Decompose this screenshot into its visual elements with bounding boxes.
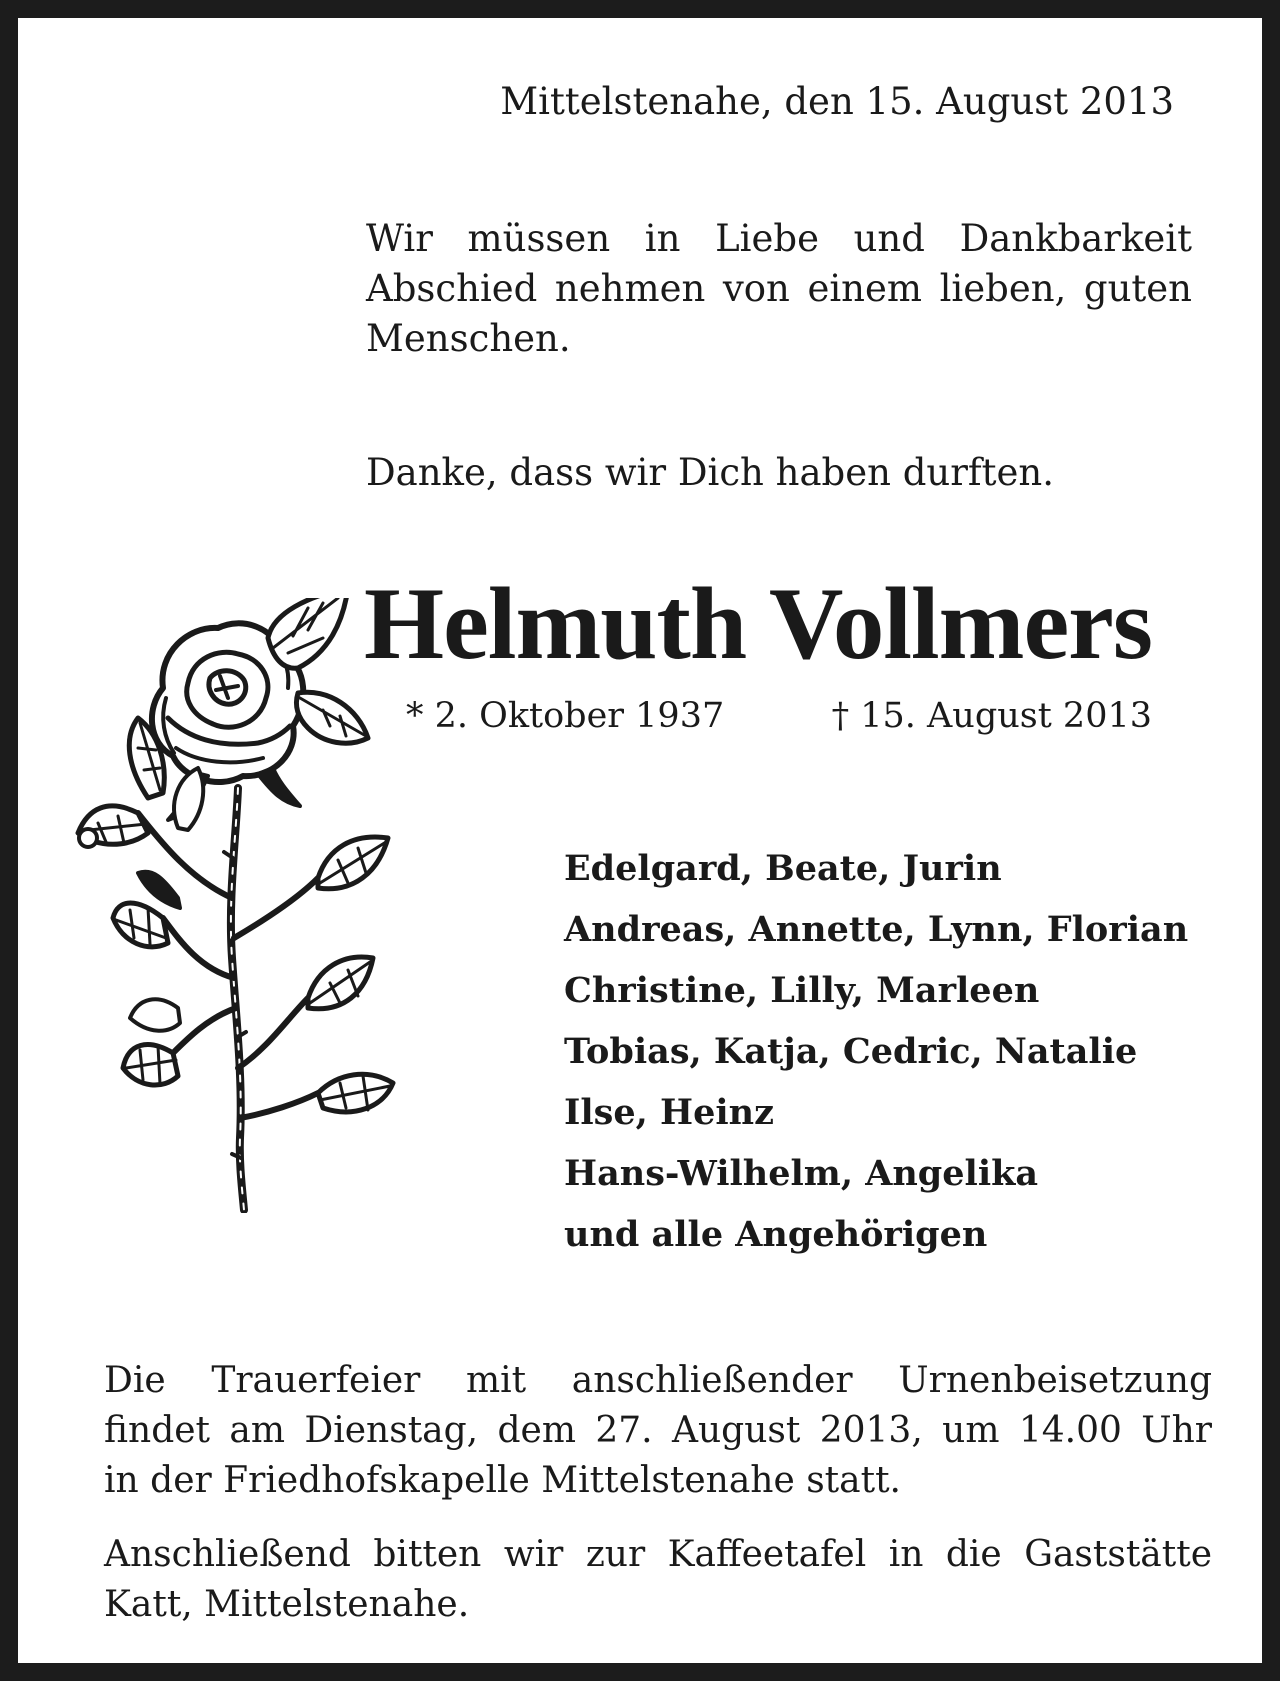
intro-text bbox=[366, 214, 1192, 364]
mourner-line: Tobias, Katja, Cedric, Natalie bbox=[564, 1031, 1138, 1072]
mourner-line: und alle Angehörigen bbox=[564, 1214, 988, 1255]
intro-line: Menschen. bbox=[366, 317, 571, 360]
mourner-line: Ilse, Heinz bbox=[564, 1092, 774, 1133]
reception-line: Katt, Mittelstenahe. bbox=[104, 1584, 470, 1625]
deceased-name: Helmuth Vollmers bbox=[364, 567, 1152, 681]
mourner-line: Hans-Wilhelm, Angelika bbox=[564, 1153, 1039, 1194]
mourners-list bbox=[564, 838, 1214, 1265]
ceremony-line: findet am Dienstag, dem 27. August 2013, um 14.00 Uhr bbox=[104, 1410, 1212, 1451]
rose-illustration bbox=[68, 598, 398, 1213]
intro-line: Abschied nehmen von einem lieben, guten bbox=[366, 267, 1192, 310]
ceremony-line: Die Trauerfeier mit anschließender Urnenbeisetzung bbox=[104, 1360, 1212, 1401]
birth-date: * 2. Oktober 1937 bbox=[406, 696, 725, 736]
reception-line: Anschließend bitten wir zur Kaffeetafel in die Gaststätte bbox=[104, 1534, 1212, 1575]
death-date: † 15. August 2013 bbox=[831, 696, 1152, 736]
reception-text bbox=[104, 1530, 1212, 1630]
place-date: Mittelstenahe, den 15. August 2013 bbox=[500, 80, 1174, 123]
mourner-line: Andreas, Annette, Lynn, Florian bbox=[564, 909, 1189, 950]
intro-line: Wir müssen in Liebe und Dankbarkeit bbox=[366, 217, 1192, 260]
mourner-line: Edelgard, Beate, Jurin bbox=[564, 848, 1002, 889]
ceremony-line: in der Friedhofskapelle Mittelstenahe statt. bbox=[104, 1460, 901, 1501]
ceremony-text bbox=[104, 1356, 1212, 1506]
thanks-text: Danke, dass wir Dich haben durften. bbox=[366, 451, 1054, 494]
mourner-line: Christine, Lilly, Marleen bbox=[564, 970, 1040, 1011]
